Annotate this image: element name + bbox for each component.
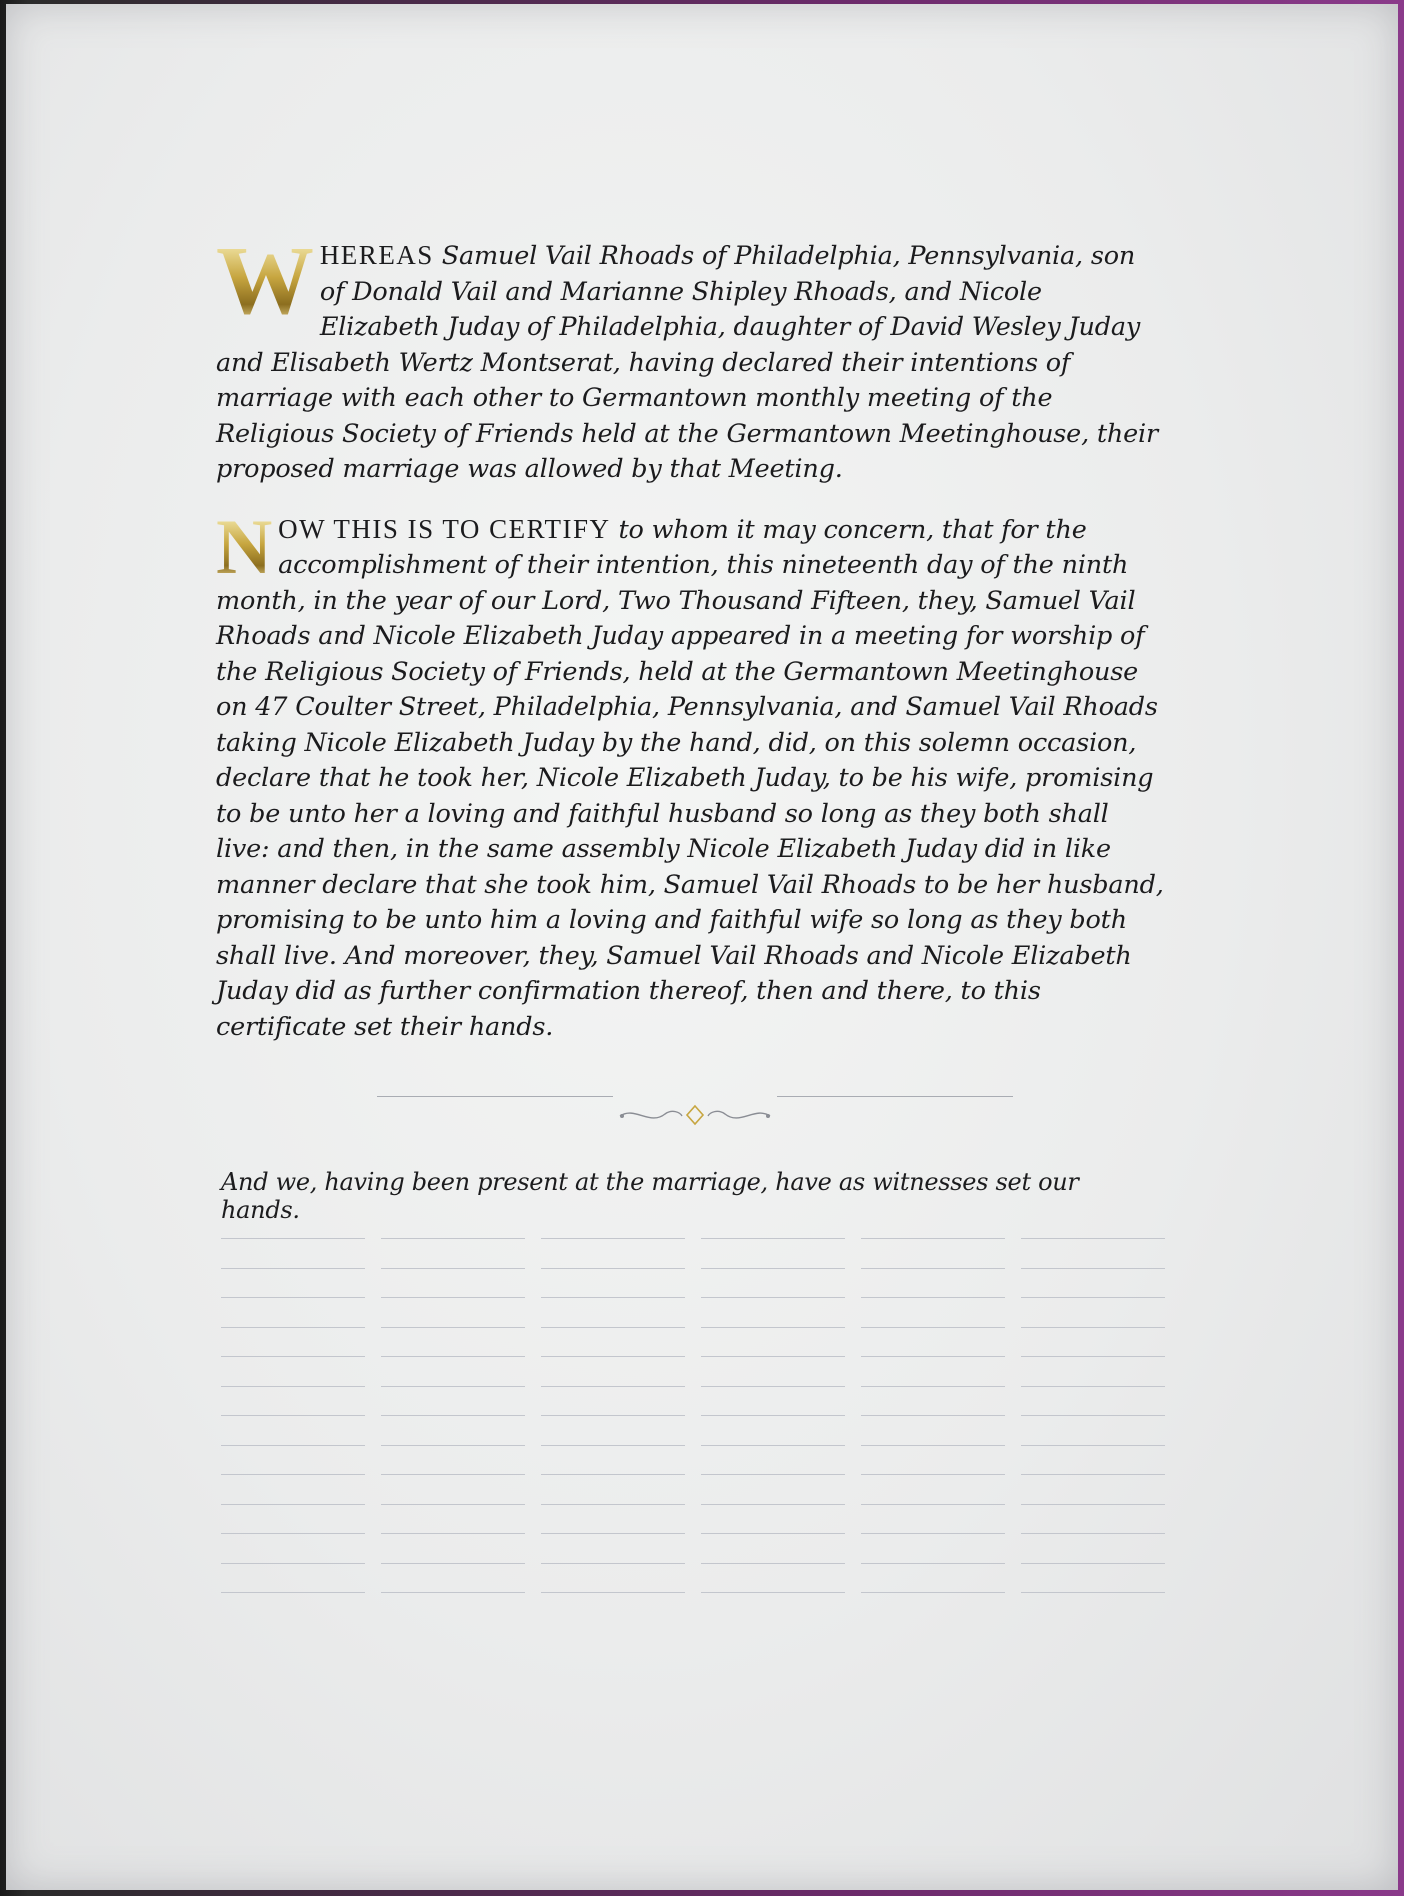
witness-signature-line[interactable] (541, 1533, 685, 1534)
witness-signature-line[interactable] (1021, 1327, 1165, 1328)
couple-signature-line-right (777, 1096, 1013, 1097)
witness-signature-line[interactable] (1021, 1563, 1165, 1564)
witness-signature-line[interactable] (221, 1297, 365, 1298)
dropcap-n: N (216, 502, 273, 590)
witness-signature-line[interactable] (381, 1327, 525, 1328)
witness-signature-line[interactable] (861, 1445, 1005, 1446)
witness-signature-line[interactable] (541, 1504, 685, 1505)
witness-signature-line[interactable] (541, 1592, 685, 1593)
witness-signature-line[interactable] (861, 1386, 1005, 1387)
witness-signature-line[interactable] (1021, 1592, 1165, 1593)
witness-signature-line[interactable] (541, 1386, 685, 1387)
signature-divider (377, 1086, 1013, 1130)
witness-signature-line[interactable] (861, 1474, 1005, 1475)
witness-signature-line[interactable] (381, 1356, 525, 1357)
witness-signature-line[interactable] (221, 1563, 365, 1564)
witness-signature-line[interactable] (381, 1592, 525, 1593)
witness-signature-line[interactable] (701, 1592, 845, 1593)
witness-signature-line[interactable] (381, 1238, 525, 1239)
witness-signature-line[interactable] (221, 1415, 365, 1416)
witness-signature-line[interactable] (861, 1327, 1005, 1328)
whereas-paragraph (216, 227, 1166, 488)
witness-signature-line[interactable] (381, 1445, 525, 1446)
witness-signature-line[interactable] (861, 1238, 1005, 1239)
witness-signature-line[interactable] (1021, 1268, 1165, 1269)
witness-signature-line[interactable] (221, 1327, 365, 1328)
witness-signature-line[interactable] (861, 1415, 1005, 1416)
witness-signature-line[interactable] (221, 1386, 365, 1387)
whereas-lead: HEREAS (319, 240, 434, 270)
dropcap-w: W (216, 227, 314, 335)
witness-signature-line[interactable] (701, 1445, 845, 1446)
witness-signature-line[interactable] (381, 1268, 525, 1269)
witness-signature-line[interactable] (861, 1592, 1005, 1593)
witness-signature-line[interactable] (861, 1533, 1005, 1534)
witness-signature-line[interactable] (381, 1415, 525, 1416)
witness-signature-line[interactable] (221, 1474, 365, 1475)
witness-signature-line[interactable] (701, 1563, 845, 1564)
witness-signature-line[interactable] (541, 1238, 685, 1239)
witness-signature-line[interactable] (221, 1268, 365, 1269)
witness-signature-line[interactable] (221, 1592, 365, 1593)
witness-signature-line[interactable] (541, 1327, 685, 1328)
witness-signature-line[interactable] (701, 1415, 845, 1416)
whereas-body: Samuel Vail Rhoads of Philadelphia, Pennsylvania, son of Donald Vail and Marianne Shipley Rhoads, and Nicole Elizabeth Juday of Philadelphia, daughter of David Wesley Juday and Elisabeth Wertz Montserat, having declared their intentions of marriage with each other to Germantown monthly meeting of the Religious Society of Friends held at the Germantown Meetinghouse, their proposed marriage was allowed by that Meeting. (216, 241, 1158, 484)
witness-signature-line[interactable] (861, 1504, 1005, 1505)
witness-signature-line[interactable] (1021, 1474, 1165, 1475)
witness-signature-line[interactable] (861, 1563, 1005, 1564)
witness-signature-line[interactable] (701, 1474, 845, 1475)
witness-signature-line[interactable] (1021, 1238, 1165, 1239)
witness-signature-grid (221, 1238, 1165, 1638)
witness-signature-line[interactable] (541, 1268, 685, 1269)
flourish-ornament-icon (610, 1100, 780, 1130)
witness-signature-line[interactable] (541, 1474, 685, 1475)
witness-signature-line[interactable] (541, 1563, 685, 1564)
witness-signature-line[interactable] (541, 1445, 685, 1446)
couple-signature-line-left (377, 1096, 613, 1097)
certify-body: to whom it may concern, that for the accomplishment of their intention, this nineteenth day of the ninth month, in the year of our Lord, Two Thousand Fifteen, they, Samuel Vail Rhoads and Nicole Elizabeth Juday appeared in a meeting for worship of the Religious Society of Friends, held at the Germantown Meetinghouse on 47 Coulter Street, Philadelphia, Pennsylvania, and Samuel Vail Rhoads taking Nicole Elizabeth Juday by the hand, did, on this solemn occasion, declare that he took her, Nicole Elizabeth Juday, to be his wife, promising to be unto her a loving and faithful husband so long as they both shall live: and then, in the same assembly Nicole Elizabeth Juday did in like manner declare that she took him, Samuel Vail Rhoads to be her husband, promising to be unto him a loving and faithful wife so long as they both shall live. And moreover, they, Samuel Vail Rhoads and Nicole Elizabeth Juday did as further confirmation thereof, then and there, to this certificate set their hands. (216, 514, 1164, 1042)
witness-signature-line[interactable] (381, 1563, 525, 1564)
witness-signature-line[interactable] (701, 1268, 845, 1269)
witness-signature-line[interactable] (541, 1415, 685, 1416)
witness-signature-line[interactable] (541, 1356, 685, 1357)
witness-signature-line[interactable] (1021, 1445, 1165, 1446)
witness-signature-line[interactable] (701, 1327, 845, 1328)
witness-signature-line[interactable] (381, 1297, 525, 1298)
witness-signature-line[interactable] (1021, 1297, 1165, 1298)
witness-signature-line[interactable] (861, 1297, 1005, 1298)
certificate-text (216, 227, 1166, 1045)
certify-paragraph (216, 502, 1166, 1046)
witness-signature-line[interactable] (1021, 1386, 1165, 1387)
witness-signature-line[interactable] (701, 1297, 845, 1298)
witness-signature-line[interactable] (221, 1533, 365, 1534)
witness-signature-line[interactable] (701, 1238, 845, 1239)
witness-signature-line[interactable] (221, 1504, 365, 1505)
witness-signature-line[interactable] (1021, 1415, 1165, 1416)
certificate-paper (6, 4, 1398, 1890)
witness-signature-line[interactable] (381, 1504, 525, 1505)
witness-signature-line[interactable] (221, 1238, 365, 1239)
witness-signature-line[interactable] (1021, 1533, 1165, 1534)
witness-signature-line[interactable] (701, 1504, 845, 1505)
witness-signature-line[interactable] (541, 1297, 685, 1298)
witness-signature-line[interactable] (381, 1386, 525, 1387)
witness-signature-line[interactable] (221, 1445, 365, 1446)
witness-signature-line[interactable] (1021, 1356, 1165, 1357)
witness-signature-line[interactable] (381, 1474, 525, 1475)
certify-lead: OW THIS IS TO CERTIFY (278, 513, 611, 544)
witness-signature-line[interactable] (861, 1356, 1005, 1357)
witness-signature-line[interactable] (221, 1356, 365, 1357)
witness-signature-line[interactable] (701, 1356, 845, 1357)
witness-signature-line[interactable] (701, 1533, 845, 1534)
witness-signature-line[interactable] (381, 1533, 525, 1534)
witness-signature-line[interactable] (701, 1386, 845, 1387)
witness-statement: And we, having been present at the marriage, have as witnesses set our hands. (221, 1168, 1079, 1224)
witness-signature-line[interactable] (861, 1268, 1005, 1269)
witness-signature-line[interactable] (1021, 1504, 1165, 1505)
